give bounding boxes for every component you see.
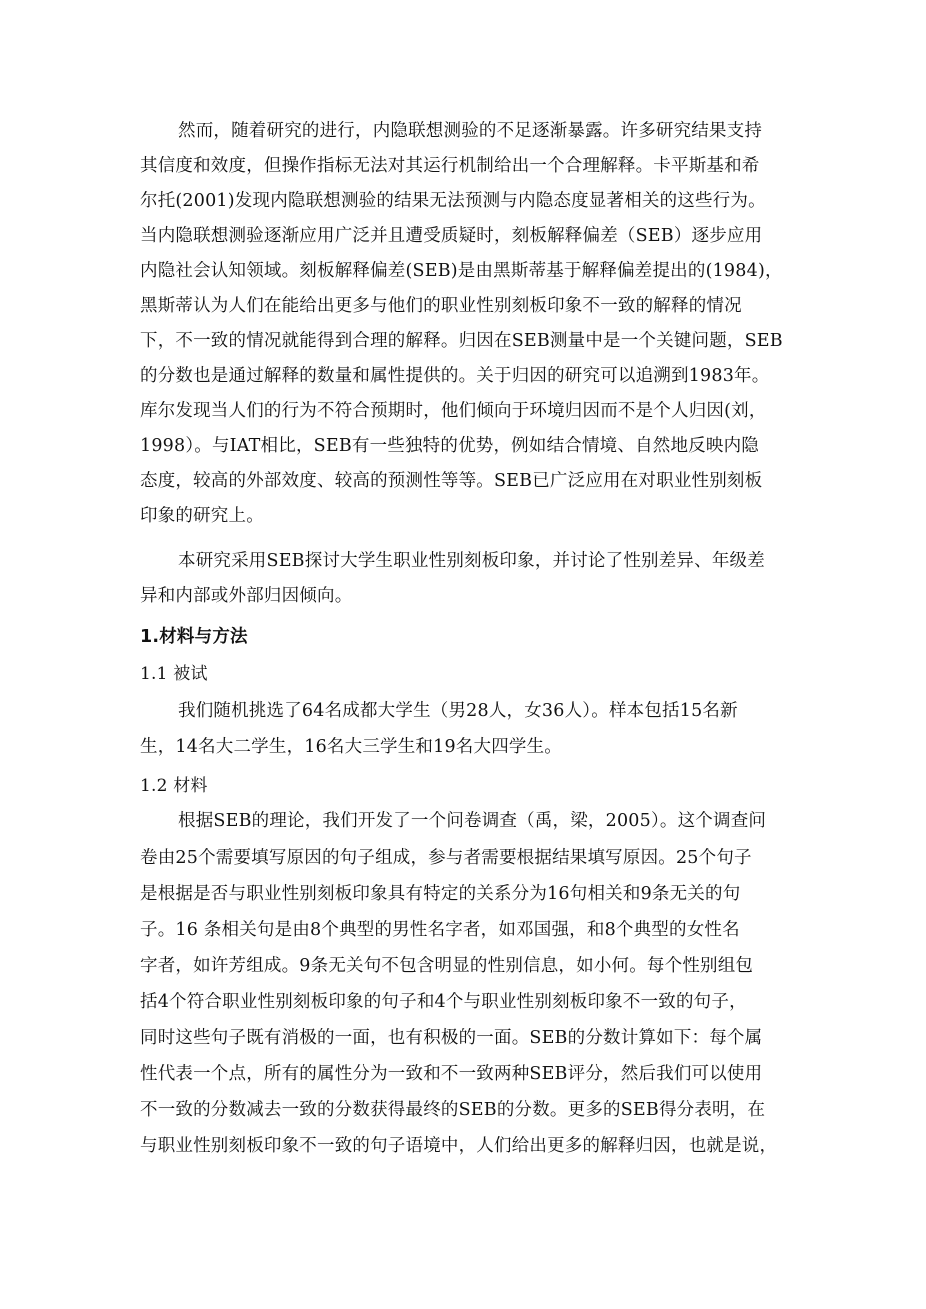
paragraph-line: 我们随机挑选了64名成都大学生（男28人，女36人）。样本包括15名新 bbox=[178, 701, 738, 721]
paragraph-line: 同时这些句子既有消极的一面，也有积极的一面。SEB的分数计算如下：每个属 bbox=[140, 1028, 763, 1048]
paragraph-line: 内隐社会认知领域。刻板解释偏差(SEB)是由黑斯蒂基于解释偏差提出的(1984)， bbox=[140, 261, 783, 281]
paragraph-line: 性代表一个点，所有的属性分为一致和不一致两种SEB评分，然后我们可以使用 bbox=[140, 1064, 763, 1084]
paragraph-line: 生，14名大二学生，16名大三学生和19名大四学生。 bbox=[140, 737, 563, 757]
paragraph-line: 态度，较高的外部效度、较高的预测性等等。SEB已广泛应用在对职业性别刻板 bbox=[140, 471, 763, 491]
paragraph-line: 不一致的分数减去一致的分数获得最终的SEB的分数。更多的SEB得分表明，在 bbox=[140, 1100, 766, 1120]
paragraph-line: 本研究采用SEB探讨大学生职业性别刻板印象，并讨论了性别差异、年级差 bbox=[178, 551, 765, 571]
paragraph-line: 下，不一致的情况就能得到合理的解释。归因在SEB测量中是一个关键问题，SEB bbox=[140, 331, 783, 351]
paragraph-line: 根据SEB的理论，我们开发了一个问卷调查（禹，梁，2005）。这个调查问 bbox=[178, 811, 767, 831]
paragraph-line: 库尔发现当人们的行为不符合预期时，他们倾向于环境归因而不是个人归因(刘， bbox=[140, 401, 767, 421]
paragraph-line: 与职业性别刻板印象不一致的句子语境中，人们给出更多的解释归因，也就是说， bbox=[140, 1136, 778, 1156]
paragraph-line: 黑斯蒂认为人们在能给出更多与他们的职业性别刻板印象不一致的解释的情况 bbox=[140, 296, 742, 316]
paragraph-line: 括4个符合职业性别刻板印象的句子和4个与职业性别刻板印象不一致的句子， bbox=[140, 992, 747, 1012]
paragraph-line: 异和内部或外部归因倾向。 bbox=[140, 586, 353, 606]
paragraph-line: 其信度和效度，但操作指标无法对其运行机制给出一个合理解释。卡平斯基和希 bbox=[140, 156, 760, 176]
paragraph-line: 是根据是否与职业性别刻板印象具有特定的关系分为16句相关和9条无关的句 bbox=[140, 884, 741, 904]
paragraph-line: 尔托(2001)发现内隐联想测验的结果无法预测与内隐态度显著相关的这些行为。 bbox=[140, 191, 766, 211]
subsection-heading: 1.2 材料 bbox=[140, 776, 208, 796]
paragraph-line: 印象的研究上。 bbox=[140, 506, 264, 526]
paragraph-line: 当内隐联想测验逐渐应用广泛并且遭受质疑时，刻板解释偏差（SEB）逐步应用 bbox=[140, 226, 763, 246]
section-heading: 1.材料与方法 bbox=[140, 627, 248, 647]
subsection-heading: 1.1 被试 bbox=[140, 664, 208, 684]
paragraph-line: 子。16 条相关句是由8个典型的男性名字者，如邓国强，和8个典型的女性名 bbox=[140, 920, 740, 940]
paragraph-line: 卷由25个需要填写原因的句子组成，参与者需要根据结果填写原因。25个句子 bbox=[140, 848, 752, 868]
paragraph-line: 1998）。与IAT相比，SEB有一些独特的优势，例如结合情境、自然地反映内隐 bbox=[140, 436, 759, 456]
paragraph-line: 字者，如许芳组成。9条无关句不包含明显的性别信息，如小何。每个性别组包 bbox=[140, 956, 754, 976]
paragraph-line: 然而，随着研究的进行，内隐联想测验的不足逐渐暴露。许多研究结果支持 bbox=[178, 121, 763, 141]
paragraph-line: 的分数也是通过解释的数量和属性提供的。关于归因的研究可以追溯到1983年。 bbox=[140, 366, 770, 386]
